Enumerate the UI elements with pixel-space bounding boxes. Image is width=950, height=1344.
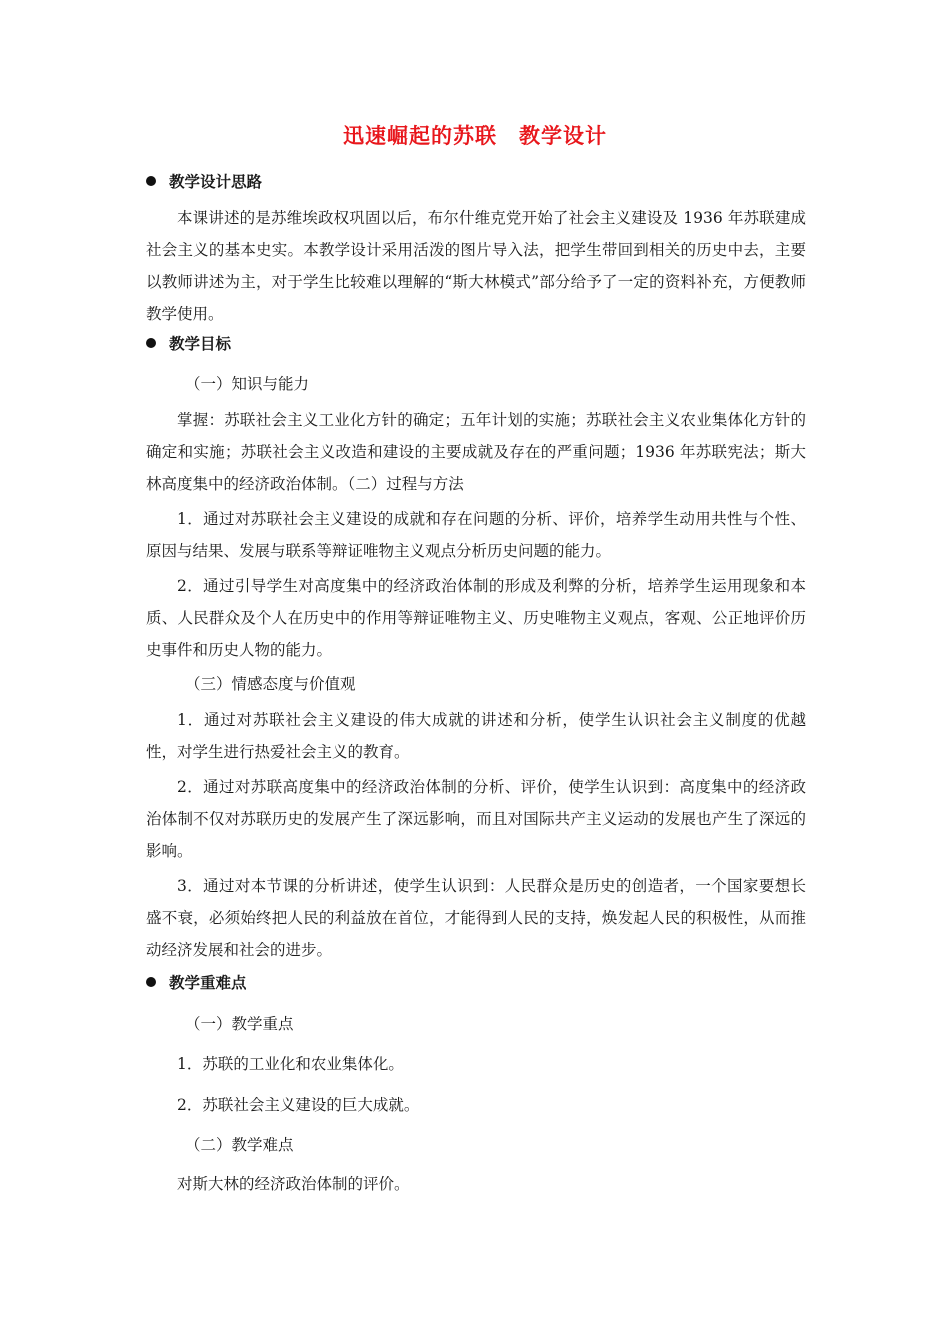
bullet-icon	[146, 338, 156, 348]
section-heading-label: 教学设计思路	[169, 173, 263, 191]
section-heading-key-points	[146, 971, 247, 993]
paragraph-design-idea: 本课讲述的是苏维埃政权巩固以后，布尔什维克党开始了社会主义建设及 1936 年苏联建成社会主义的基本史实。本教学设计采用活泼的图片导入法，把学生带回到相关的历史中去，主要以教师讲述为主，对于学生比较难以理解的“斯大林模式”部分给予了一定的资料补充，方便教师教学使用。	[146, 209, 806, 323]
paragraph-mastery: 掌握：苏联社会主义工业化方针的确定；五年计划的实施；苏联社会主义农业集体化方针的确定和实施；苏联社会主义改造和建设的主要成就及存在的严重问题；1936 年苏联宪法；斯大林高度集中的经济政治体制。（二）过程与方法	[146, 411, 806, 493]
paragraph-emotion-3: 3．通过对本节课的分析讲述，使学生认识到：人民群众是历史的创造者，一个国家要想长盛不衰，必须始终把人民的利益放在首位，才能得到人民的支持，焕发起人民的积极性，从而推动经济发展和社会的进步。	[146, 877, 806, 959]
section-heading-objectives	[146, 332, 231, 354]
section-heading-design-idea	[146, 170, 262, 192]
bullet-icon	[146, 176, 156, 186]
section-heading-label: 教学重难点	[169, 974, 247, 992]
document-title: 迅速崛起的苏联 教学设计	[343, 124, 607, 148]
key-point-1: 1．苏联的工业化和农业集体化。	[177, 1055, 404, 1073]
difficulty-point: 对斯大林的经济政治体制的评价。	[177, 1175, 410, 1193]
subheading-emotion: （三）情感态度与价值观	[185, 675, 356, 693]
paragraph-emotion-2: 2．通过对苏联高度集中的经济政治体制的分析、评价，使学生认识到：高度集中的经济政治体制不仅对苏联历史的发展产生了深远影响，而且对国际共产主义运动的发展也产生了深远的影响。	[146, 778, 806, 860]
bullet-icon	[146, 977, 156, 987]
paragraph-method-2: 2．通过引导学生对高度集中的经济政治体制的形成及利弊的分析，培养学生运用现象和本质、人民群众及个人在历史中的作用等辩证唯物主义、历史唯物主义观点，客观、公正地评价历史事件和历史人物的能力。	[146, 577, 806, 659]
paragraph-method-1: 1．通过对苏联社会主义建设的成就和存在问题的分析、评价，培养学生动用共性与个性、原因与结果、发展与联系等辩证唯物主义观点分析历史问题的能力。	[146, 510, 806, 560]
subheading-key: （一）教学重点	[185, 1015, 294, 1033]
section-heading-label: 教学目标	[169, 335, 232, 353]
subheading-difficulty: （二）教学难点	[185, 1136, 294, 1154]
subheading-knowledge: （一）知识与能力	[185, 375, 310, 393]
key-point-2: 2．苏联社会主义建设的巨大成就。	[177, 1096, 420, 1114]
paragraph-emotion-1: 1．通过对苏联社会主义建设的伟大成就的讲述和分析，使学生认识社会主义制度的优越性，对学生进行热爱社会主义的教育。	[146, 711, 806, 761]
